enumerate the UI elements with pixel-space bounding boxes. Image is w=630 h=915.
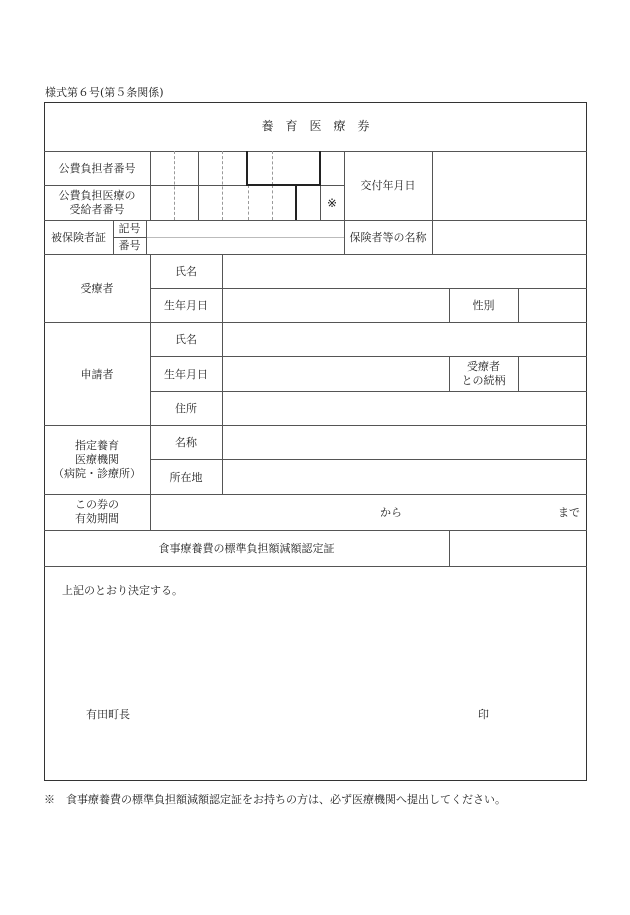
institution-name-field[interactable] <box>223 426 586 459</box>
column-divider <box>150 151 151 220</box>
row-divider <box>113 237 146 238</box>
validity-from-label: から <box>380 506 402 519</box>
issue-date-field[interactable] <box>433 152 586 220</box>
digit-box-line <box>272 151 273 185</box>
form-title: 養 育 医 療 券 <box>261 119 370 133</box>
relation-label-line2: との続柄 <box>461 374 506 387</box>
applicant-birth-field[interactable] <box>223 357 449 391</box>
applicant-address-field[interactable] <box>223 392 586 425</box>
applicant-section-label: 申請者 <box>80 368 114 381</box>
row-divider <box>44 494 587 495</box>
number-label: 番号 <box>118 239 141 252</box>
meal-cert-field[interactable] <box>450 531 586 566</box>
digit-box-line <box>174 151 175 220</box>
patient-name-field[interactable] <box>223 255 586 288</box>
payer-number-label: 公費負担者番号 <box>58 162 136 175</box>
patient-name-label: 氏名 <box>175 265 197 278</box>
recipient-number-label-line1: 公費負担医療の <box>58 189 136 202</box>
digit-group-marker <box>319 151 321 186</box>
symbol-label: 記号 <box>118 222 141 235</box>
digit-group-marker <box>295 185 297 220</box>
insured-card-label: 被保険者証 <box>51 231 106 244</box>
mayor-label: 有田町長 <box>86 708 130 721</box>
institution-location-field[interactable] <box>223 460 586 494</box>
digit-box-line <box>222 151 223 220</box>
validity-until-label: まで <box>558 506 580 519</box>
column-divider <box>150 494 151 530</box>
institution-section-line1: 指定養育 <box>75 439 119 452</box>
seal-mark: 印 <box>478 708 489 721</box>
digit-group-marker <box>246 184 321 186</box>
meal-cert-label: 食事療養費の標準負担額減額認定証 <box>158 542 335 555</box>
digit-box-line <box>272 185 273 220</box>
applicant-birth-label: 生年月日 <box>164 368 208 381</box>
form-number: 様式第６号(第５条関係) <box>45 86 164 99</box>
validity-label-line2: 有効期間 <box>75 512 119 525</box>
relation-field[interactable] <box>519 357 586 391</box>
asterisk-mark: ※ <box>326 196 338 210</box>
decision-text: 上記のとおり決定する。 <box>62 584 183 597</box>
patient-gender-field[interactable] <box>519 289 586 322</box>
institution-section-line2: 医療機関 <box>75 453 119 466</box>
digit-box-line <box>248 185 249 220</box>
patient-section-label: 受療者 <box>80 282 114 295</box>
footnote: ※ 食事療養費の標準負担額減額認定証をお持ちの方は、必ず医療機関へ提出してください。 <box>44 793 506 806</box>
relation-label-line1: 受療者 <box>467 360 500 373</box>
applicant-address-label: 住所 <box>175 402 197 415</box>
patient-birth-label: 生年月日 <box>164 299 208 312</box>
guide-line <box>146 237 344 238</box>
insurer-name-label: 保険者等の名称 <box>349 231 427 244</box>
insurer-name-field[interactable] <box>433 221 586 254</box>
digit-box-line <box>198 151 199 220</box>
institution-name-label: 名称 <box>175 436 197 449</box>
institution-location-label: 所在地 <box>169 471 203 484</box>
validity-label-line1: この券の <box>75 498 119 511</box>
patient-birth-field[interactable] <box>223 289 449 322</box>
recipient-number-label-line2: 受給者番号 <box>69 203 125 216</box>
column-divider <box>146 220 147 254</box>
patient-gender-label: 性別 <box>472 299 495 312</box>
institution-section-line3: （病院・診療所） <box>53 467 141 480</box>
issue-date-label: 交付年月日 <box>360 179 416 192</box>
applicant-name-field[interactable] <box>223 323 586 356</box>
digit-group-marker <box>246 151 248 186</box>
applicant-name-label: 氏名 <box>175 333 197 346</box>
row-divider <box>44 566 587 567</box>
